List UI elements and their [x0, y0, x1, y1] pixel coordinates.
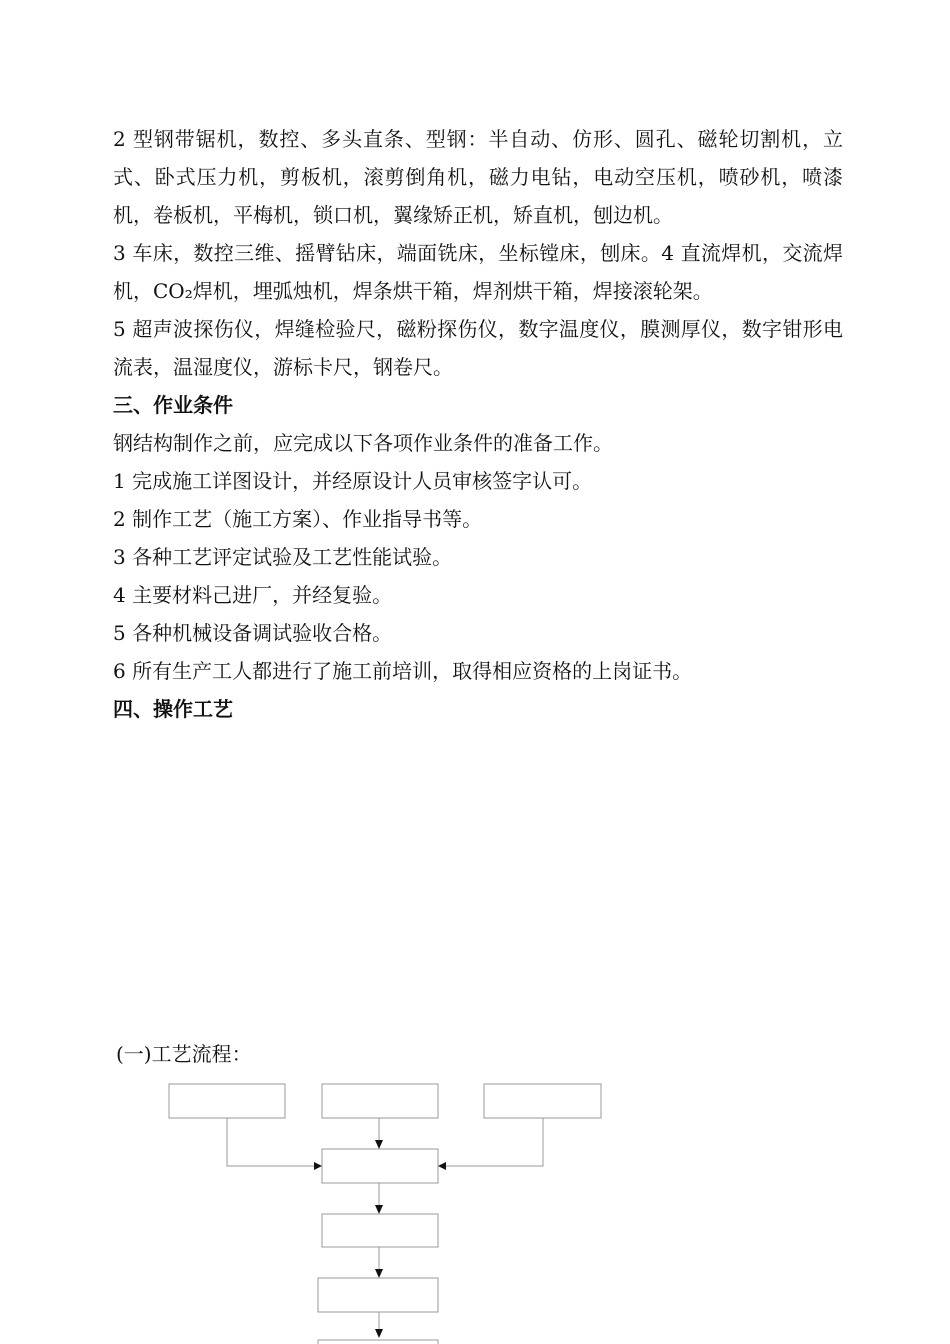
flow-box-top-center — [322, 1084, 438, 1118]
condition-item-1: 1 完成施工详图设计，并经原设计人员审核签字认可。 — [113, 469, 593, 493]
arrow-down-into-step-3 — [375, 1269, 383, 1278]
condition-item-6: 6 所有生产工人都进行了施工前培训，取得相应资格的上岗证书。 — [113, 659, 693, 683]
arrow-down-into-merge — [375, 1140, 383, 1149]
conditions-intro: 钢结构制作之前，应完成以下各项作业条件的准备工作。 — [113, 431, 613, 455]
section-heading-operation-process: 四、操作工艺 — [113, 697, 233, 721]
condition-item-3: 3 各种工艺评定试验及工艺性能试验。 — [113, 545, 453, 569]
equipment-paragraph-5: 5 超声波探伤仪，焊缝检验尺，磁粉探伤仪，数字温度仪，膜测厚仪，数字钳形电流表，温湿度仪，游标卡尺，钢卷尺。 — [113, 317, 843, 379]
flow-box-top-right — [484, 1084, 601, 1118]
flow-box-merge — [322, 1149, 438, 1183]
condition-item-5: 5 各种机械设备调试验收合格。 — [113, 621, 393, 645]
equipment-paragraph-2: 2 型钢带锯机，数控、多头直条、型钢：半自动、仿形、圆孔、磁轮切割机，立式、卧式压力机，剪板机，滚剪倒角机，磁力电钻，电动空压机，喷砂机，喷漆机，卷板机，平梅机，锁口机，翼缘矫正机，矫直机，刨边机。 — [113, 127, 843, 227]
flow-box-top-left — [169, 1084, 285, 1118]
arrow-down-into-step-2 — [375, 1205, 383, 1214]
condition-item-2: 2 制作工艺（施工方案）、作业指导书等。 — [113, 507, 483, 531]
document-body — [113, 120, 843, 728]
equipment-paragraph-3-4: 3 车床，数控三维、摇臂钻床，端面铣床，坐标镗床，刨床。4 直流焊机，交流焊机，CO₂焊机，埋弧烛机，焊条烘干箱，焊剂烘干箱，焊接滚轮架。 — [113, 241, 843, 303]
section-heading-work-conditions: 三、作业条件 — [113, 393, 233, 417]
arrow-down-into-step-4 — [375, 1329, 383, 1338]
arrow-left-into-merge — [438, 1162, 446, 1170]
flow-box-step-3 — [318, 1278, 438, 1312]
flow-box-step-4 — [318, 1340, 438, 1344]
connector-left — [227, 1118, 315, 1166]
arrow-right-into-merge — [314, 1162, 322, 1170]
flow-box-step-2 — [322, 1214, 438, 1247]
process-flow-title: (一)工艺流程： — [116, 1042, 252, 1066]
connector-right — [445, 1118, 543, 1166]
condition-item-4: 4 主要材料己进厂，并经复验。 — [113, 583, 393, 607]
